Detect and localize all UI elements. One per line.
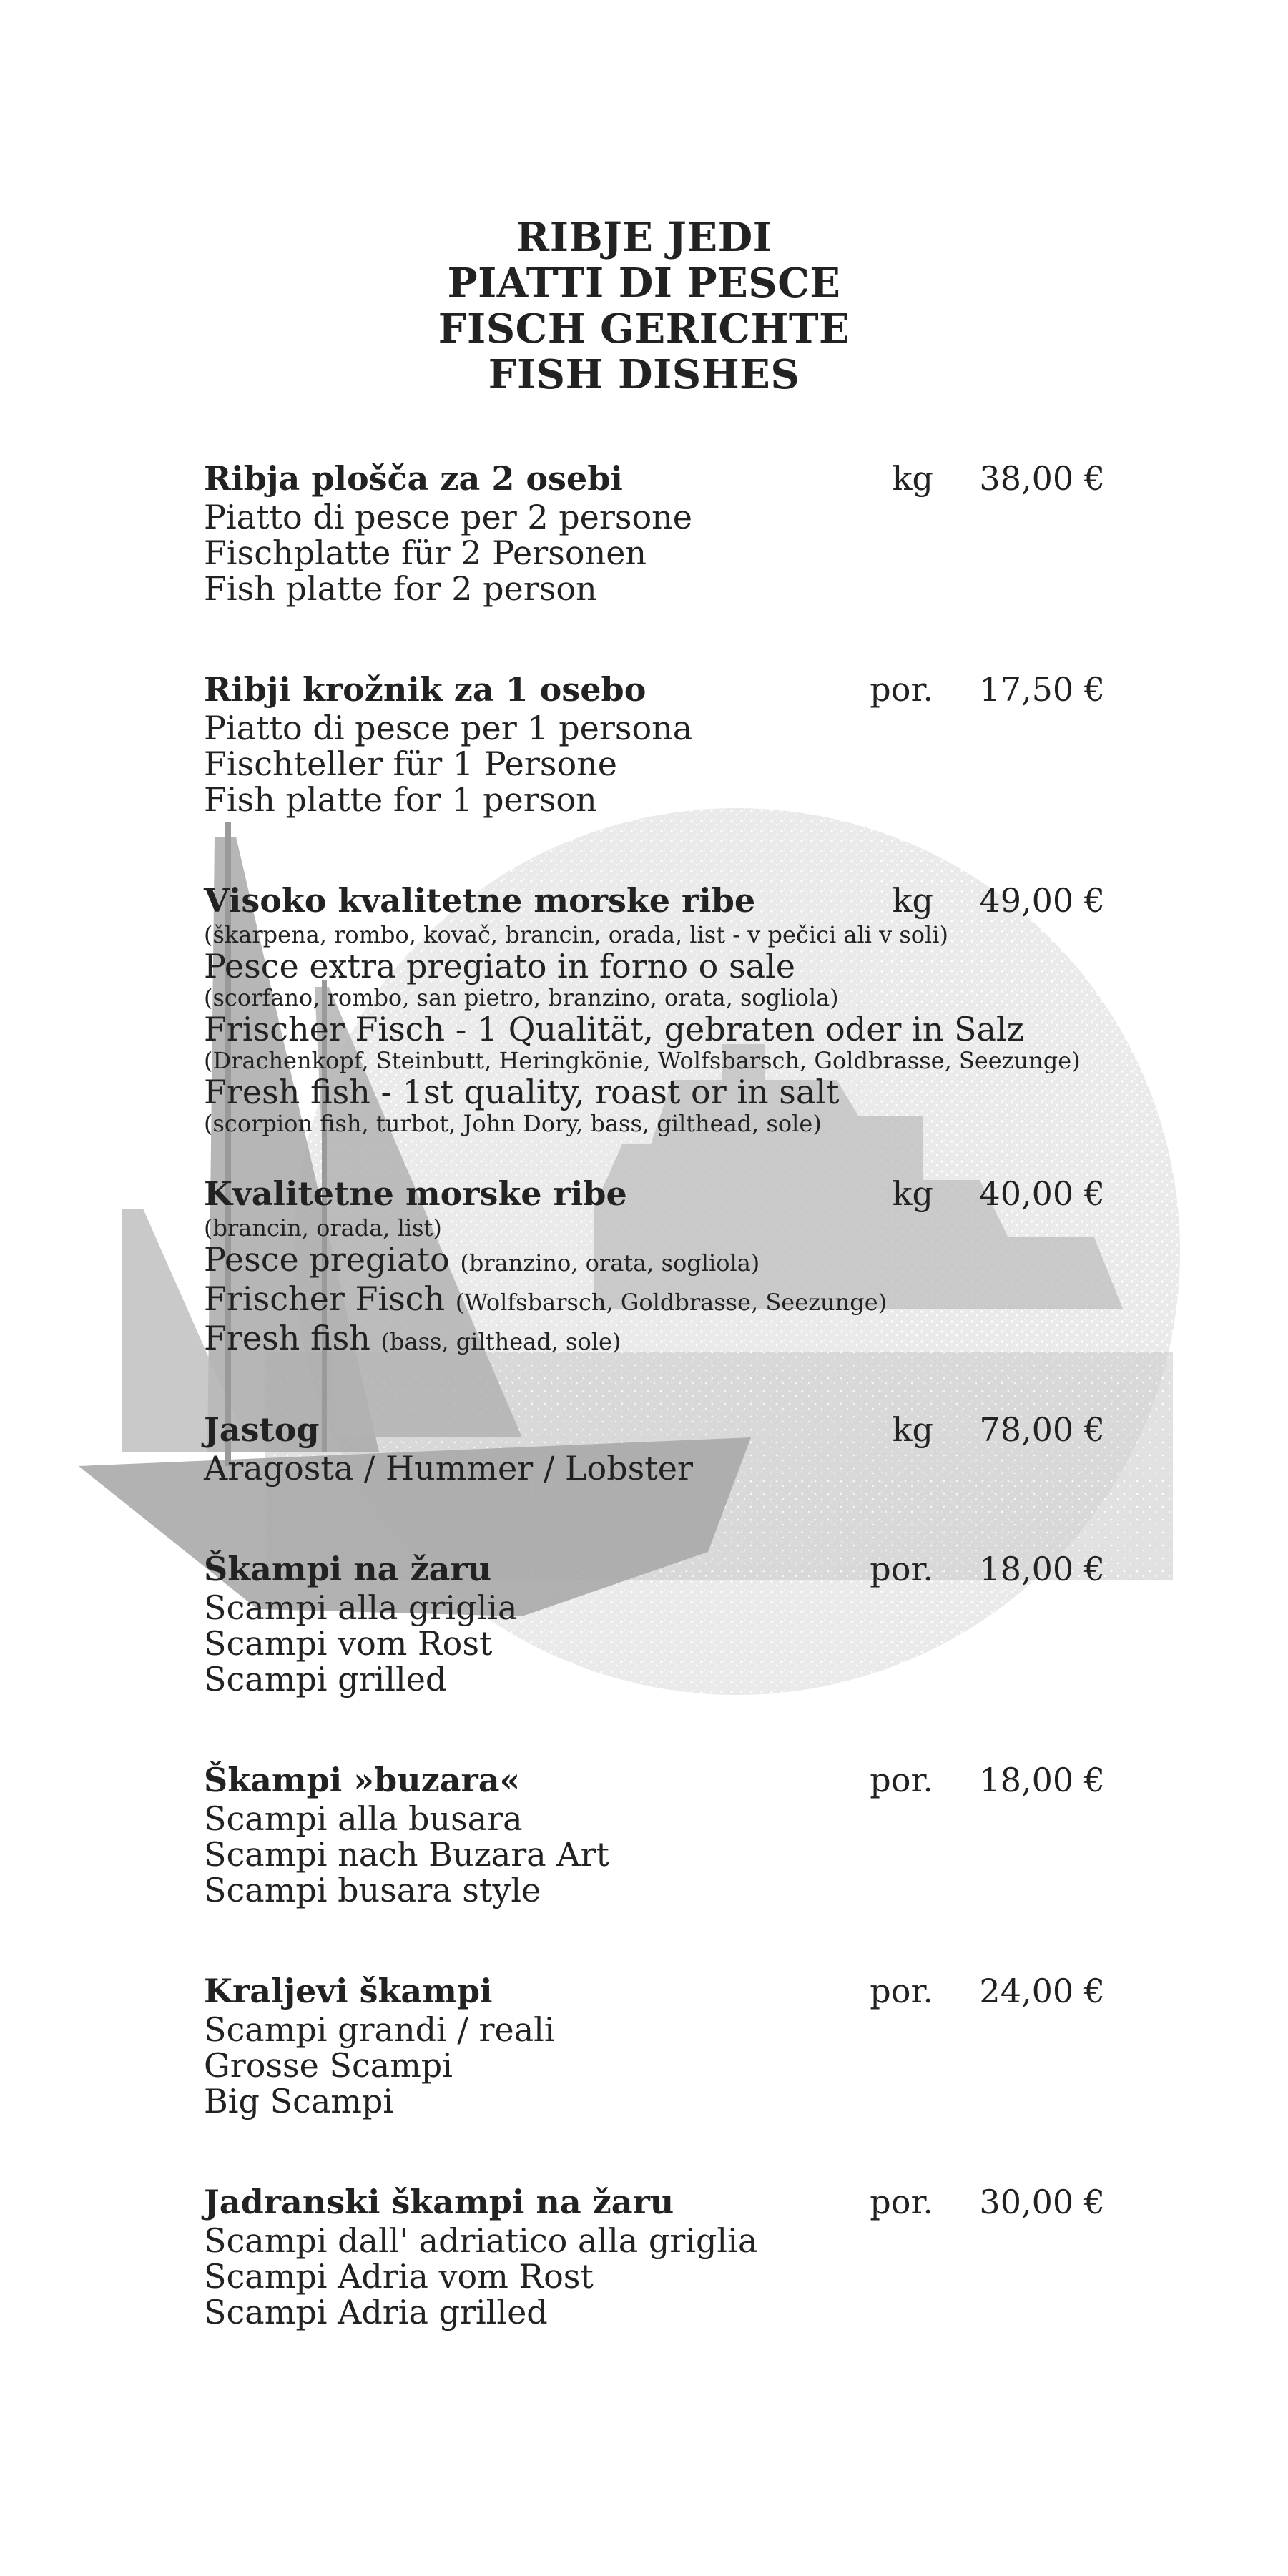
item-name: Škampi na žaru (204, 1550, 492, 1588)
item-name: Ribji krožnik za 1 osebo (204, 670, 647, 709)
item-description-sub: (bass, gilthead, sole) (380, 1328, 621, 1355)
item-description: Scampi grandi / reali (204, 2010, 555, 2049)
title-italian: PIATTI DI PESCE (447, 260, 841, 307)
item-name: Kvalitetne morske ribe (204, 1174, 627, 1213)
menu-item-king-scampi (204, 1970, 1105, 2119)
item-description-main: Frischer Fisch (204, 1279, 446, 1318)
item-price: 18,00 € (979, 1550, 1105, 1588)
item-description: Fish platte for 2 person (204, 569, 597, 608)
item-note: (brancin, orada, list) (204, 1214, 442, 1242)
item-unit: por. (870, 1761, 933, 1799)
item-note: (Drachenkopf, Steinbutt, Heringkönie, Wolfsbarsch, Goldbrasse, Seezunge) (204, 1047, 1081, 1074)
item-description: Grosse Scampi (204, 2046, 453, 2085)
item-name: Visoko kvalitetne morske ribe (204, 881, 756, 920)
item-description: Piatto di pesce per 1 persona (204, 709, 693, 747)
title-english: FISH DISHES (488, 351, 800, 398)
item-description: Big Scampi (204, 2082, 394, 2120)
item-description (204, 1320, 1105, 1360)
menu-item-lobster (204, 1409, 1105, 1486)
menu-item-scampi-buzara (204, 1759, 1105, 1908)
item-price: 18,00 € (979, 1761, 1105, 1799)
item-description: Scampi busara style (204, 1871, 541, 1909)
item-description: Aragosta / Hummer / Lobster (204, 1449, 693, 1488)
item-description: Scampi vom Rost (204, 1624, 493, 1663)
item-price: 38,00 € (979, 459, 1105, 498)
item-description (204, 1281, 1105, 1320)
item-description: Frischer Fisch - 1 Qualität, gebraten oder in Salz (204, 1010, 1024, 1048)
item-note: (škarpena, rombo, kovač, brancin, orada, list - v pečici ali v soli) (204, 921, 948, 948)
item-unit: por. (870, 2183, 933, 2221)
item-description-sub: (Wolfsbarsch, Goldbrasse, Seezunge) (455, 1289, 888, 1316)
item-unit: por. (870, 670, 933, 709)
item-note: (scorpion fish, turbot, John Dory, bass, gilthead, sole) (204, 1110, 822, 1137)
item-unit: por. (870, 1550, 933, 1588)
menu-title-block (0, 215, 1288, 398)
item-description-sub: (branzino, orata, sogliola) (460, 1249, 760, 1277)
item-description: Scampi nach Buzara Art (204, 1835, 609, 1874)
item-price: 17,50 € (979, 670, 1105, 709)
item-description: Scampi grilled (204, 1660, 447, 1699)
item-description (204, 1242, 1105, 1281)
item-name: Jadranski škampi na žaru (204, 2183, 674, 2221)
item-unit: kg (892, 459, 933, 498)
item-price: 24,00 € (979, 1972, 1105, 2010)
menu-item-fish-platter-2 (204, 458, 1105, 606)
item-description-main: Fresh fish (204, 1319, 370, 1357)
item-description: Fish platte for 1 person (204, 780, 597, 819)
item-name: Škampi »buzara« (204, 1761, 521, 1799)
item-description: Scampi Adria vom Rost (204, 2257, 594, 2296)
item-note: (scorfano, rombo, san pietro, branzino, orata, sogliola) (204, 984, 839, 1011)
item-unit: kg (892, 881, 933, 920)
item-description: Pesce extra pregiato in forno o sale (204, 947, 795, 985)
menu-item-quality-sea-fish (204, 1173, 1105, 1360)
item-description: Fresh fish - 1st quality, roast or in salt (204, 1073, 840, 1111)
item-description: Scampi dall' adriatico alla griglia (204, 2221, 758, 2260)
item-description: Scampi alla busara (204, 1799, 523, 1838)
menu-item-grilled-scampi (204, 1548, 1105, 1697)
menu-item-adriatic-scampi (204, 2181, 1105, 2330)
item-price: 30,00 € (979, 2183, 1105, 2221)
item-description: Piatto di pesce per 2 persone (204, 498, 693, 536)
item-description: Fischplatte für 2 Personen (204, 534, 647, 572)
item-unit: kg (892, 1174, 933, 1213)
item-description: Scampi alla griglia (204, 1588, 518, 1627)
item-name: Jastog (204, 1410, 320, 1449)
item-unit: por. (870, 1972, 933, 2010)
item-price: 78,00 € (979, 1410, 1105, 1449)
item-price: 49,00 € (979, 881, 1105, 920)
title-german: FISCH GERICHTE (438, 305, 850, 353)
item-name: Kraljevi škampi (204, 1972, 493, 2010)
menu-item-premium-sea-fish (204, 880, 1105, 1137)
menu-item-fish-plate-1 (204, 669, 1105, 817)
item-description: Scampi Adria grilled (204, 2293, 548, 2331)
item-name: Ribja plošča za 2 osebi (204, 459, 623, 498)
item-description: Fischteller für 1 Persone (204, 744, 617, 783)
title-slovene: RIBJE JEDI (516, 214, 772, 261)
item-unit: kg (892, 1410, 933, 1449)
item-price: 40,00 € (979, 1174, 1105, 1213)
item-description-main: Pesce pregiato (204, 1240, 450, 1279)
